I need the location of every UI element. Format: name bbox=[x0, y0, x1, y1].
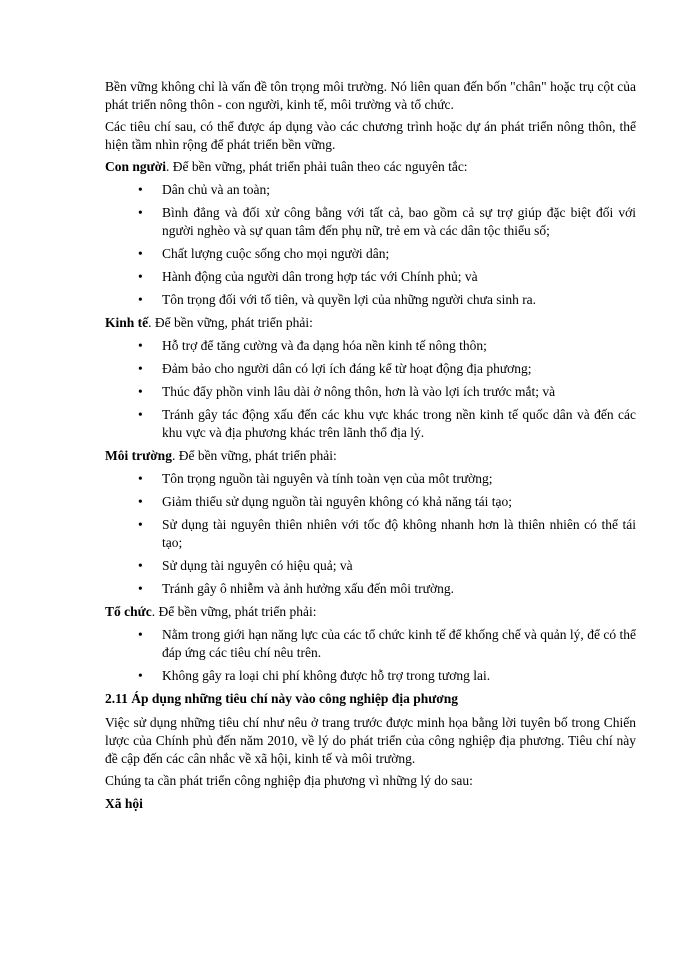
section-term: Tổ chức bbox=[105, 604, 152, 619]
section-heading-moi-truong bbox=[105, 447, 636, 465]
list-item: • Tránh gây ô nhiễm và ảnh hưởng xấu đến môi trường. bbox=[105, 580, 636, 598]
list-item: • Sử dụng tài nguyên có hiệu quả; và bbox=[105, 557, 636, 575]
list-item: • Đảm bảo cho người dân có lợi ích đáng kể từ hoạt động địa phương; bbox=[105, 360, 636, 378]
intro-paragraph-1: Bền vững không chỉ là vấn đề tôn trọng môi trường. Nó liên quan đến bốn "chân" hoặc trụ cột của phát triển nông thôn - con người, kinh tế, môi trường và tổ chức. bbox=[105, 79, 636, 112]
section-term: Kinh tế bbox=[105, 315, 149, 330]
bullet-list-kinh-te bbox=[105, 337, 636, 442]
list-item: • Sử dụng tài nguyên thiên nhiên với tốc độ không nhanh hơn là thiên nhiên có thể tái tạo; bbox=[105, 516, 636, 552]
subheading-xa-hoi: Xã hội bbox=[105, 796, 143, 811]
section-term: Con người bbox=[105, 159, 166, 174]
bullet-list-to-chuc bbox=[105, 626, 636, 685]
section-heading-kinh-te bbox=[105, 314, 636, 332]
list-item: • Giảm thiểu sử dụng nguồn tài nguyên không có khả năng tái tạo; bbox=[105, 493, 636, 511]
intro-paragraph-2: Các tiêu chí sau, có thể được áp dụng vào các chương trình hoặc dự án phát triển nông thôn, thể hiện tầm nhìn rộng để phát triển bền vững. bbox=[105, 119, 636, 152]
list-item: • Nằm trong giới hạn năng lực của các tổ chức kinh tế để khống chế và quản lý, để có thể đáp ứng các tiêu chí nêu trên. bbox=[105, 626, 636, 662]
list-item: • Dân chủ và an toàn; bbox=[105, 181, 636, 199]
list-item: • Hành động của người dân trong hợp tác với Chính phủ; và bbox=[105, 268, 636, 286]
section-heading-con-nguoi bbox=[105, 158, 636, 176]
section-lead: . Để bền vững, phát triển phải tuân theo các nguyên tắc: bbox=[165, 159, 468, 174]
list-item: • Thúc đẩy phồn vinh lâu dài ở nông thôn, hơn là vào lợi ích trước mắt; và bbox=[105, 383, 636, 401]
list-item: • Hỗ trợ để tăng cường và đa dạng hóa nền kinh tế nông thôn; bbox=[105, 337, 636, 355]
list-item: • Tôn trọng đối với tổ tiên, và quyền lợi của những người chưa sinh ra. bbox=[105, 291, 636, 309]
bullet-list-moi-truong bbox=[105, 470, 636, 598]
list-item: • Không gây ra loại chi phí không được hỗ trợ trong tương lai. bbox=[105, 667, 636, 685]
section-lead: . Để bền vững, phát triển phải: bbox=[171, 448, 337, 463]
section-lead: . Để bền vững, phát triển phải: bbox=[148, 315, 313, 330]
list-item: • Tránh gây tác động xấu đến các khu vực khác trong nền kinh tế quốc dân và đến các khu vực và địa phương khác trên lãnh thổ địa lý. bbox=[105, 406, 636, 442]
section-term: Môi trường bbox=[105, 448, 172, 463]
section-lead: . Để bền vững, phát triển phải: bbox=[151, 604, 317, 619]
bullet-list-con-nguoi bbox=[105, 181, 636, 309]
list-item: • Tôn trọng nguồn tài nguyên và tính toàn vẹn của môt trường; bbox=[105, 470, 636, 488]
section-heading-to-chuc bbox=[105, 603, 636, 621]
list-item: • Chất lượng cuộc sống cho mọi người dân; bbox=[105, 245, 636, 263]
section-2-11-paragraph-1: Việc sử dụng những tiêu chí như nêu ở trang trước được minh họa bằng lời tuyên bố trong Chiến lược của Chính phủ đến năm 2010, về lý do phát triển của công nghiệp địa phương. Tiêu chí này đề cập đến các cân nhắc về xã hội, kinh tế và môi trường. bbox=[105, 715, 636, 766]
list-item: • Bình đẳng và đối xử công bằng với tất cả, bao gồm cả sự trợ giúp đặc biệt đối với người nghèo và sự quan tâm đến phụ nữ, trẻ em và các dân tộc thiểu số; bbox=[105, 204, 636, 240]
section-2-11-paragraph-2: Chúng ta cần phát triển công nghiệp địa phương vì những lý do sau: bbox=[105, 773, 473, 788]
section-2-11-heading: 2.11 Áp dụng những tiêu chí này vào công nghiệp địa phương bbox=[105, 691, 459, 706]
